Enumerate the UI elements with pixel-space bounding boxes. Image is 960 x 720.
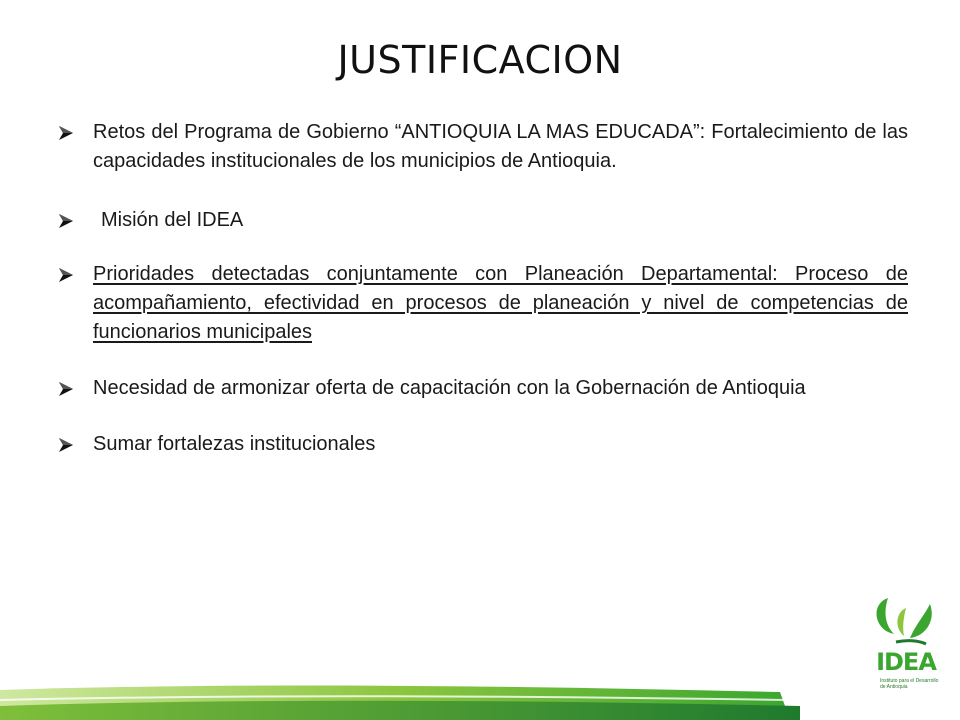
bullet-item <box>58 430 908 459</box>
arrow-bullet-icon <box>58 267 74 283</box>
bullet-text: Retos del Programa de Gobierno “ANTIOQUIA LA MAS EDUCADA”: Fortalecimiento de las capacidades institucionales de los municipios de Antioquia. <box>93 121 908 172</box>
bullet-item <box>58 118 908 176</box>
slide-title: JUSTIFICACION <box>337 38 623 82</box>
idea-logo <box>866 590 946 708</box>
bullet-text: Prioridades detectadas conjuntamente con Planeación Departamental: Proceso de acompañamiento, efectividad en procesos de planeación y nivel de competencias de funcionarios municipales <box>93 263 908 343</box>
bullet-item <box>58 260 908 347</box>
footer-swoosh-decoration <box>0 660 960 720</box>
arrow-bullet-icon <box>58 213 74 229</box>
bullet-text: Necesidad de armonizar oferta de capacitación con la Gobernación de Antioquia <box>93 377 806 399</box>
leaf-sprout-icon <box>866 590 946 650</box>
bullet-text: Sumar fortalezas institucionales <box>93 433 376 455</box>
bullet-list <box>58 118 908 459</box>
arrow-bullet-icon <box>58 381 74 397</box>
bullet-item <box>58 206 908 235</box>
logo-subtitle: Instituto para el Desarrollo de Antioquia <box>880 678 939 690</box>
arrow-bullet-icon <box>58 125 74 141</box>
arrow-bullet-icon <box>58 437 74 453</box>
bullet-item <box>58 374 908 403</box>
logo-name: IDEA <box>876 648 936 676</box>
bullet-text: Misión del IDEA <box>101 209 244 231</box>
